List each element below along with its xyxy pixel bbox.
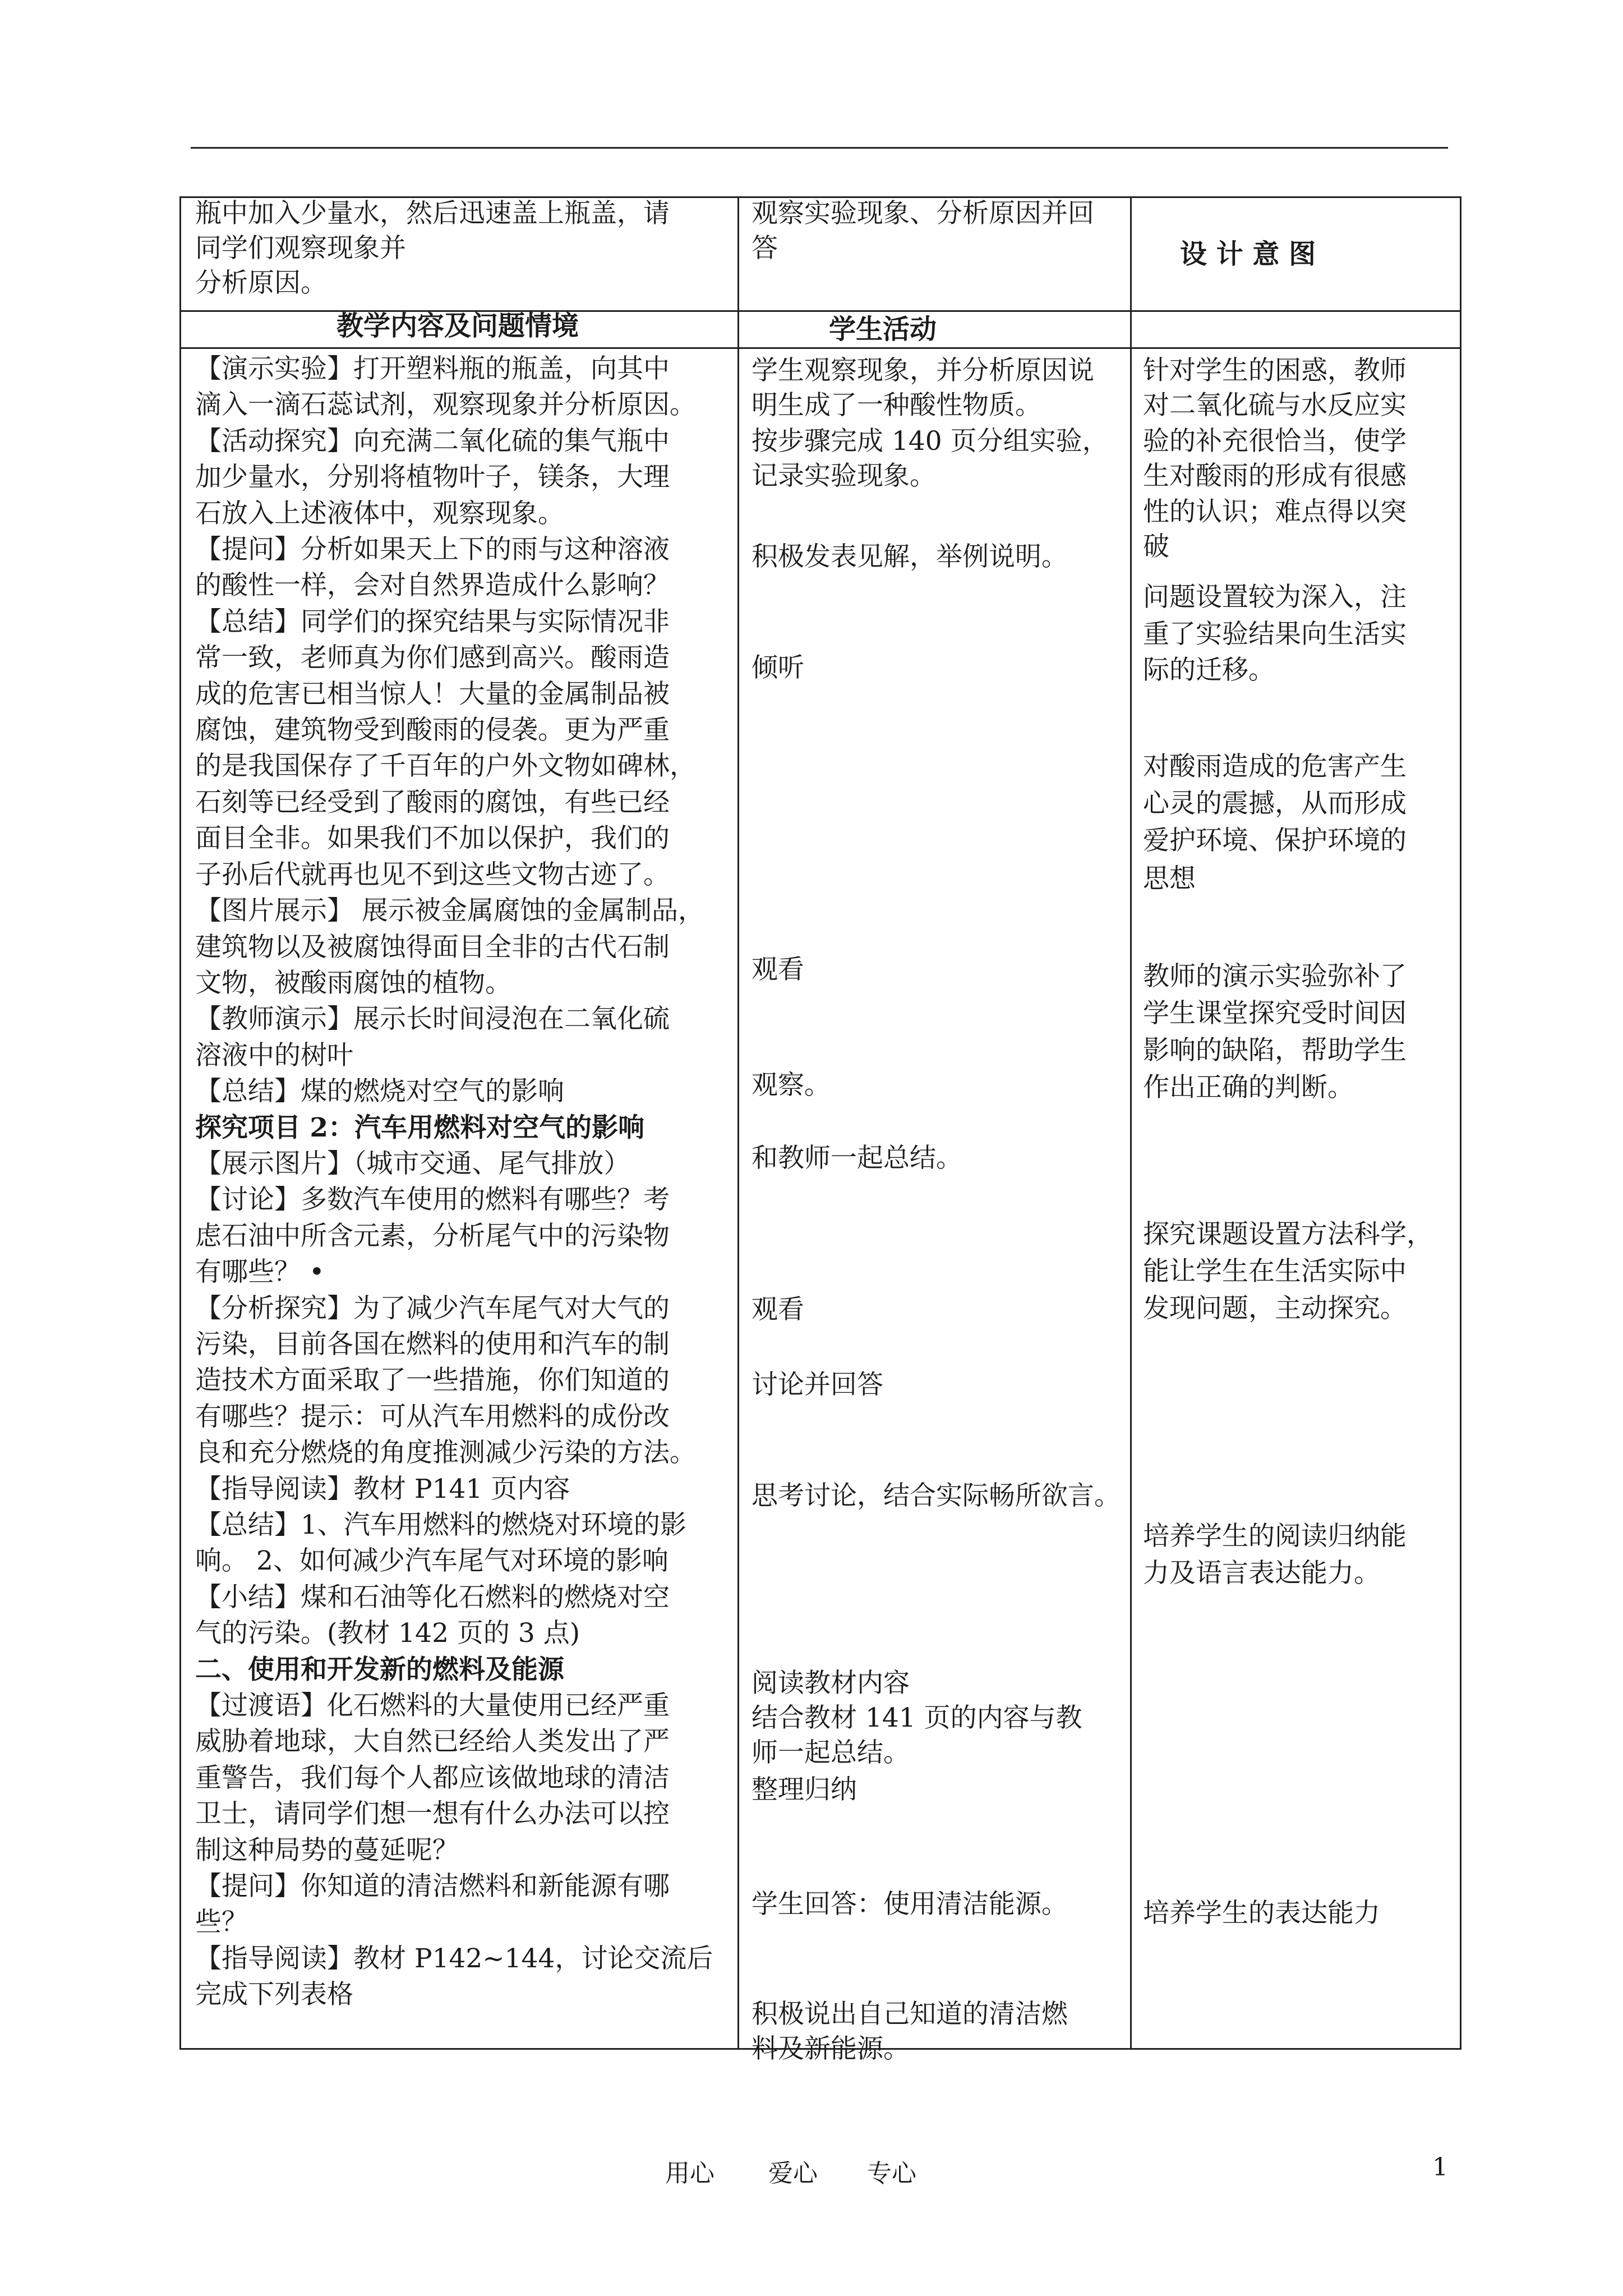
top-row-col2-line: 答 — [751, 233, 778, 264]
teaching-content-line: 有哪些？提示：可从汽车用燃料的成份改 — [195, 1401, 670, 1432]
teaching-content-line: 制这种局势的蔓延呢？ — [195, 1834, 459, 1866]
design-intent-line: 发现问题，主动探究。 — [1143, 1293, 1407, 1324]
design-intent-line: 培养学生的表达能力 — [1143, 1898, 1380, 1929]
teaching-content-line: 的是我国保存了千百年的户外文物如碑林， — [195, 751, 696, 782]
student-activity-line: 积极发表见解，举例说明。 — [751, 541, 1068, 572]
teaching-content-line: 【指导阅读】教材 P141 页内容 — [195, 1473, 570, 1504]
design-intent-line: 作出正确的判断。 — [1143, 1072, 1354, 1103]
teaching-content-line: 石放入上述液体中，观察现象。 — [195, 498, 564, 529]
top-row-col1 — [187, 196, 740, 301]
design-intent-line: 能让学生在生活实际中 — [1143, 1256, 1407, 1287]
column-header-teaching-content: 教学内容及问题情境 — [336, 310, 579, 342]
teaching-content-line: 卫士，请同学们想一想有什么办法可以控 — [195, 1798, 670, 1830]
teaching-content-line: 良和充分燃烧的角度推测减少污染的方法。 — [195, 1437, 696, 1469]
teaching-content-column — [187, 351, 743, 2013]
teaching-content-line: 探究项目 2：汽车用燃料对空气的影响 — [195, 1112, 645, 1143]
teaching-content-line: 常一致，老师真为你们感到高兴。酸雨造 — [195, 642, 670, 674]
design-intent-line: 破 — [1143, 531, 1169, 562]
student-activity-line: 料及新能源。 — [751, 2033, 910, 2064]
top-row-col1-line: 瓶中加入少量水，然后迅速盖上瓶盖，请 — [195, 198, 670, 229]
teaching-content-line: 【过渡语】化石燃料的大量使用已经严重 — [195, 1690, 670, 1722]
student-activity-line: 学生观察现象，并分析原因说 — [751, 355, 1094, 386]
teaching-content-line: 成的危害已相当惊人！大量的金属制品被 — [195, 678, 670, 710]
teaching-content-line: 滴入一滴石蕊试剂，观察现象并分析原因。 — [195, 389, 696, 421]
student-activity-line: 和教师一起总结。 — [751, 1143, 962, 1174]
student-activity-line: 观察。 — [751, 1070, 831, 1101]
column-header-design-intent: 设 计 意 图 — [1180, 238, 1316, 270]
header-rule — [191, 147, 1448, 149]
student-activity-line: 明生成了一种酸性物质。 — [751, 390, 1041, 421]
design-intent-line: 针对学生的困惑，教师 — [1143, 355, 1407, 386]
student-activity-line: 积极说出自己知道的清洁燃 — [751, 1999, 1068, 2030]
design-intent-line: 对二氧化硫与水反应实 — [1143, 390, 1407, 421]
student-activity-line: 讨论并回答 — [751, 1369, 883, 1400]
teaching-content-line: 子孙后代就再也见不到这些文物古迹了。 — [195, 859, 670, 890]
teaching-content-line: 【提问】分析如果天上下的雨与这种溶液 — [195, 534, 670, 565]
teaching-content-line: 【提问】你知道的清洁燃料和新能源有哪 — [195, 1871, 670, 1902]
design-intent-line: 验的补充很恰当，使学 — [1143, 426, 1407, 457]
design-intent-line: 心灵的震撼，从而形成 — [1143, 788, 1407, 819]
top-row-col1-line: 分析原因。 — [195, 268, 327, 298]
design-intent-line: 教师的演示实验弥补了 — [1143, 961, 1407, 992]
teaching-content-line: 【图片展示】 展示被金属腐蚀的金属制品， — [195, 895, 704, 927]
teaching-content-line: 【分析探究】为了减少汽车尾气对大气的 — [195, 1292, 670, 1324]
design-intent-line: 力及语言表达能力。 — [1143, 1558, 1380, 1589]
design-intent-line: 思想 — [1143, 863, 1196, 894]
design-intent-line: 探究课题设置方法科学， — [1143, 1219, 1433, 1250]
teaching-content-line: 【演示实验】打开塑料瓶的瓶盖，向其中 — [195, 353, 670, 384]
header-row-bottom-divider — [181, 347, 1460, 349]
design-intent-line: 重了实验结果向生活实 — [1143, 619, 1407, 650]
teaching-content-line: 【总结】同学们的探究结果与实际情况非 — [195, 606, 670, 637]
teaching-content-line: 【小结】煤和石油等化石燃料的燃烧对空 — [195, 1581, 670, 1613]
teaching-content-line: 【讨论】多数汽车使用的燃料有哪些？考 — [195, 1184, 670, 1216]
design-intent-line: 学生课堂探究受时间因 — [1143, 998, 1407, 1029]
teaching-content-line: 响。 2、如何减少汽车尾气对环境的影响 — [195, 1545, 668, 1577]
design-intent-line: 问题设置较为深入，注 — [1143, 582, 1407, 613]
teaching-content-line: 加少量水，分别将植物叶子，镁条，大理 — [195, 462, 670, 493]
student-activity-line: 师一起总结。 — [751, 1737, 910, 1768]
student-activity-line: 倾听 — [751, 652, 804, 683]
teaching-content-line: 有哪些？ • — [195, 1257, 325, 1288]
footer-motto-2: 爱心 — [768, 2159, 818, 2188]
top-row-col2 — [744, 196, 1131, 266]
design-intent-line: 对酸雨造成的危害产生 — [1143, 751, 1407, 782]
design-intent-line: 性的认识；难点得以突 — [1143, 496, 1407, 527]
teaching-content-line: 气的污染。(教材 142 页的 3 点) — [195, 1618, 580, 1649]
teaching-content-line: 【指导阅读】教材 P142~144，讨论交流后 — [195, 1943, 713, 1974]
teaching-content-line: 【活动探究】向充满二氧化硫的集气瓶中 — [195, 425, 670, 457]
student-activity-line: 结合教材 141 页的内容与教 — [751, 1703, 1082, 1733]
design-intent-line: 培养学生的阅读归纳能 — [1143, 1521, 1407, 1552]
teaching-content-line: 造技术方面采取了一些措施，你们知道的 — [195, 1365, 670, 1396]
top-row-col2-line: 观察实验现象、分析原因并回 — [751, 198, 1094, 229]
student-activity-line: 阅读教材内容 — [751, 1668, 910, 1699]
student-activity-line: 观看 — [751, 954, 804, 985]
teaching-content-line: 【总结】煤的燃烧对空气的影响 — [195, 1076, 564, 1107]
top-row-col1-line: 同学们观察现象并 — [195, 233, 406, 264]
student-activity-line: 观看 — [751, 1294, 804, 1325]
teaching-content-line: 腐蚀，建筑物受到酸雨的侵袭。更为严重 — [195, 715, 670, 746]
student-activity-line: 按步骤完成 140 页分组实验， — [751, 426, 1109, 457]
teaching-content-line: 溶液中的树叶 — [195, 1039, 353, 1071]
teaching-content-line: 【展示图片】（城市交通、尾气排放） — [195, 1148, 630, 1179]
teaching-content-line: 建筑物以及被腐蚀得面目全非的古代石制 — [195, 931, 670, 963]
student-activity-line: 学生回答：使用清洁能源。 — [751, 1889, 1068, 1920]
teaching-content-line: 的酸性一样，会对自然界造成什么影响？ — [195, 570, 670, 601]
design-intent-line: 影响的缺陷，帮助学生 — [1143, 1035, 1407, 1066]
teaching-content-line: 【总结】1、汽车用燃料的燃烧对环境的影 — [195, 1510, 686, 1540]
column-header-student-activity: 学生活动 — [829, 314, 937, 345]
design-intent-line: 生对酸雨的形成有很感 — [1143, 461, 1407, 491]
teaching-content-line: 二、使用和开发新的燃料及能源 — [195, 1654, 564, 1685]
teaching-content-line: 【教师演示】展示长时间浸泡在二氧化硫 — [195, 1004, 670, 1035]
student-activity-line: 思考讨论，结合实际畅所欲言。 — [751, 1480, 1121, 1511]
teaching-content-line: 些？ — [195, 1907, 248, 1938]
teaching-content-line: 威胁着地球，大自然已经给人类发出了严 — [195, 1726, 670, 1757]
teaching-content-line: 完成下列表格 — [195, 1979, 353, 2010]
student-activity-line: 记录实验现象。 — [751, 461, 936, 491]
teaching-content-line: 石刻等已经受到了酸雨的腐蚀，有些已经 — [195, 786, 670, 818]
footer-motto-1: 用心 — [665, 2159, 714, 2188]
page-number: 1 — [1432, 2153, 1448, 2182]
design-intent-line: 爱护环境、保护环境的 — [1143, 825, 1407, 856]
teaching-content-line: 重警告，我们每个人都应该做地球的清洁 — [195, 1762, 670, 1793]
student-activity-line: 整理归纳 — [751, 1774, 857, 1805]
teaching-content-line: 污染，目前各国在燃料的使用和汽车的制 — [195, 1328, 670, 1360]
teaching-content-line: 面目全非。如果我们不加以保护，我们的 — [195, 823, 670, 854]
teaching-content-line: 文物，被酸雨腐蚀的植物。 — [195, 967, 511, 999]
design-intent-line: 际的迁移。 — [1143, 655, 1275, 685]
footer-motto-3: 专心 — [867, 2159, 916, 2188]
teaching-content-line: 虑石油中所含元素，分析尾气中的污染物 — [195, 1220, 670, 1251]
